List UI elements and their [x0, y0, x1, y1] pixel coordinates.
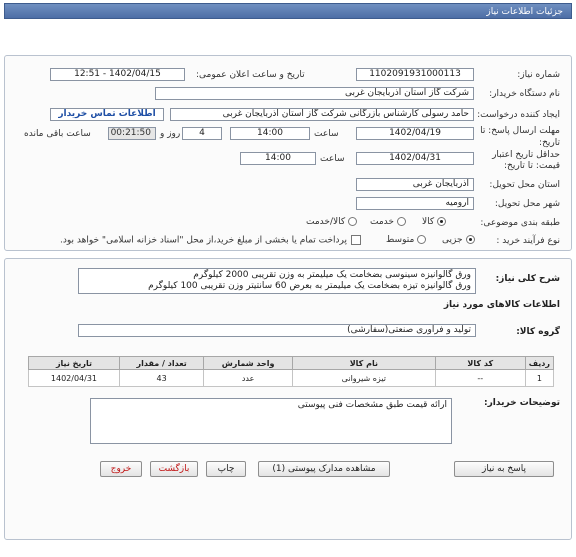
- general-desc-line: ورق گالوانیزه تیزه بضخامت یک میلیمتر به بعرض 60 سانتیتر وزن تقریبی 100 کیلوگرم: [148, 281, 471, 291]
- validity-date-field: 1402/04/31: [356, 152, 474, 165]
- deadline-time-label: ساعت: [314, 129, 339, 139]
- province-field: آذربایجان غربی: [356, 178, 474, 191]
- buyer-org-field: شرکت گاز استان اذربایجان غربی: [155, 87, 474, 100]
- process-label: نوع فرآیند خرید :: [496, 236, 560, 246]
- category-label: طبقه بندی موضوعی:: [480, 218, 560, 228]
- validity-label: حداقل تاریخ اعتبار: [492, 150, 560, 160]
- deadline-label: مهلت ارسال پاسخ: تا: [480, 126, 560, 136]
- table-header-row: [29, 357, 554, 370]
- radio-icon[interactable]: [437, 217, 446, 226]
- cell-code: --: [435, 370, 525, 387]
- back-button[interactable]: بازگشت: [150, 461, 198, 477]
- treasury-payment-option[interactable]: پرداخت تمام یا بخشی از مبلغ خرید،از محل "اسناد خزانه اسلامی" خواهد بود.: [60, 235, 361, 246]
- cell-row-number: 1: [525, 370, 553, 387]
- deadline-date-field: 1402/04/19: [356, 127, 474, 140]
- validity-label-2: قیمت: تا تاریخ:: [504, 161, 560, 171]
- cell-date: 1402/04/31: [29, 370, 120, 387]
- checkbox-icon[interactable]: [351, 235, 361, 245]
- remaining-label: ساعت باقی مانده: [24, 129, 91, 139]
- creator-label: ایجاد کننده درخواست:: [477, 110, 560, 120]
- category-option-both[interactable]: کالا/خدمت: [306, 217, 357, 227]
- radio-icon[interactable]: [397, 217, 406, 226]
- buyer-notes-label: توضیحات خریدار:: [484, 398, 560, 408]
- radio-icon[interactable]: [466, 235, 475, 244]
- print-button[interactable]: چاپ: [206, 461, 246, 477]
- validity-time-field: 14:00: [240, 152, 316, 165]
- goods-info-title: اطلاعات کالاهای مورد نیاز: [443, 300, 560, 310]
- goods-group-label: گروه کالا:: [516, 327, 560, 337]
- remaining-timer: 00:21:50: [108, 127, 156, 140]
- province-label: استان محل تحویل:: [489, 180, 560, 190]
- deadline-label-2: تاریخ:: [539, 138, 560, 148]
- buyer-notes-field: ارائه قیمت طبق مشخصات فنی پیوستی: [90, 398, 452, 444]
- cell-quantity: 43: [119, 370, 203, 387]
- cell-unit: عدد: [204, 370, 293, 387]
- exit-button[interactable]: خروج: [100, 461, 142, 477]
- creator-field: حامد رسولی کارشناس بازرگانی شرکت گاز استان اذربایجان غربی: [170, 108, 474, 121]
- validity-time-label: ساعت: [320, 154, 345, 164]
- radio-icon[interactable]: [348, 217, 357, 226]
- buyer-contact-link[interactable]: اطلاعات تماس خریدار: [50, 108, 164, 121]
- category-option-goods[interactable]: کالا: [422, 217, 446, 227]
- general-desc-label: شرح کلی نیاز:: [495, 274, 560, 284]
- process-option-medium[interactable]: متوسط: [386, 235, 426, 245]
- goods-group-field: تولید و فرآوری صنعتی(سفارشی): [78, 324, 476, 337]
- buyer-org-label: نام دستگاه خریدار:: [489, 89, 560, 99]
- general-desc-field: [78, 268, 476, 294]
- column-header-quantity: تعداد / مقدار: [119, 357, 203, 370]
- process-option-minor[interactable]: جزیی: [442, 235, 475, 245]
- city-label: شهر محل تحویل:: [494, 199, 560, 209]
- table-row[interactable]: [29, 370, 554, 387]
- general-desc-line: ورق گالوانیزه سینوسی بضخامت یک میلیمتر به وزن تقریبی 2000 کیلوگرم: [193, 270, 471, 280]
- page-title-bar: [4, 3, 572, 19]
- deadline-time-field: 14:00: [230, 127, 310, 140]
- need-number-field: 1102091931000113: [356, 68, 474, 81]
- attachments-button[interactable]: مشاهده مدارک پیوستی (1): [258, 461, 390, 477]
- announce-label: تاریخ و ساعت اعلان عمومی:: [196, 70, 305, 80]
- column-header-code: کد کالا: [435, 357, 525, 370]
- goods-table: [28, 356, 554, 387]
- days-label: روز و: [160, 129, 181, 139]
- announce-field: 1402/04/15 - 12:51: [50, 68, 185, 81]
- column-header-unit: واحد شمارش: [204, 357, 293, 370]
- column-header-row-number: ردیف: [525, 357, 553, 370]
- city-field: ارومیه: [356, 197, 474, 210]
- days-field: 4: [182, 127, 222, 140]
- need-number-label: شماره نیاز:: [517, 70, 560, 80]
- category-option-service[interactable]: خدمت: [370, 217, 406, 227]
- column-header-name: نام کالا: [292, 357, 435, 370]
- column-header-date: تاریخ نیاز: [29, 357, 120, 370]
- page-title: جزئیات اطلاعات نیاز: [486, 7, 563, 17]
- reply-button[interactable]: پاسخ به نیاز: [454, 461, 554, 477]
- radio-icon[interactable]: [417, 235, 426, 244]
- cell-name: تیزه شیروانی: [292, 370, 435, 387]
